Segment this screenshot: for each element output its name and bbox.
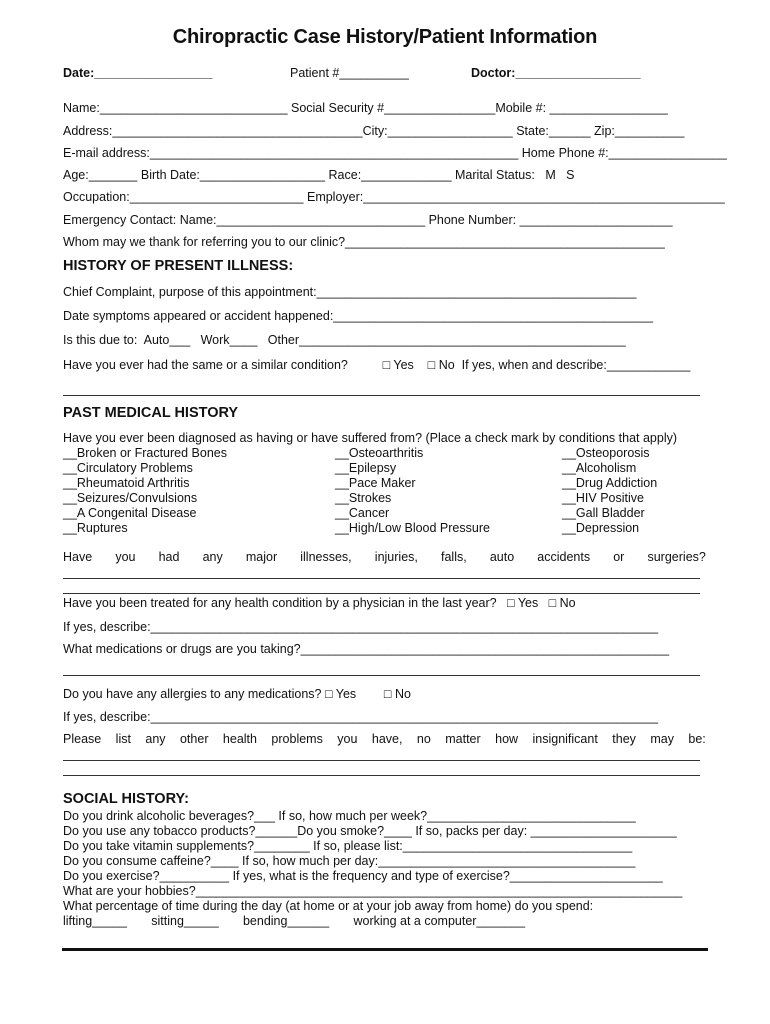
question-word: they — [612, 732, 636, 746]
other-problems-question — [63, 732, 706, 747]
cause-row[interactable]: Is this due to: Auto___ Work____ Other_______________________________________________ — [63, 333, 626, 347]
chief-complaint-row[interactable]: Chief Complaint, purpose of this appointment:______________________________________________ — [63, 285, 637, 299]
hobbies-row[interactable]: What are your hobbies?______________________________________________________________________ — [63, 884, 683, 898]
condition-item[interactable]: __HIV Positive — [562, 491, 644, 505]
time-percentage-question: What percentage of time during the day (at home or at your job away from home) do you spend: — [63, 899, 594, 913]
condition-item[interactable]: __Alcoholism — [562, 461, 637, 475]
age-birth-race-row[interactable]: Age:_______ Birth Date:__________________ Race:_____________ Marital Status: M S — [63, 168, 575, 182]
question-word: you — [115, 550, 136, 564]
question-word: any — [202, 550, 223, 564]
occupation-employer-row[interactable]: Occupation:_________________________ Employer:____________________________________________________ — [63, 190, 725, 204]
question-word: illnesses, — [300, 550, 352, 564]
condition-item[interactable]: __Ruptures — [63, 521, 128, 535]
social-history-heading: SOCIAL HISTORY: — [63, 791, 189, 807]
condition-item[interactable]: __Strokes — [335, 491, 392, 505]
condition-item[interactable]: __Broken or Fractured Bones — [63, 446, 227, 460]
question-word: matter — [445, 732, 481, 746]
activity-percentages-row[interactable]: lifting_____ sitting_____ bending______ working at a computer_______ — [63, 914, 526, 928]
question-word: or — [613, 550, 625, 564]
condition-item[interactable]: __A Congenital Disease — [63, 506, 197, 520]
question-word: be: — [688, 732, 706, 746]
condition-item[interactable]: __Osteoporosis — [562, 446, 650, 460]
answer-line[interactable] — [63, 760, 700, 761]
caffeine-row[interactable]: Do you consume caffeine?____ If so, how much per day:_____________________________________ — [63, 854, 636, 868]
answer-line[interactable] — [63, 593, 700, 594]
name-ssn-mobile-row[interactable]: Name:___________________________ Social Security #________________Mobile #: _________________ — [63, 101, 668, 115]
allergy-describe-row[interactable]: If yes, describe:_________________________________________________________________________ — [63, 710, 659, 724]
tobacco-row[interactable]: Do you use any tobacco products?______Do you smoke?____ If so, packs per day: _____________________ — [63, 824, 677, 838]
past-medical-heading: PAST MEDICAL HISTORY — [63, 405, 239, 421]
condition-item[interactable]: __Depression — [562, 521, 640, 535]
vitamin-row[interactable]: Do you take vitamin supplements?________ If so, please list:_________________________________ — [63, 839, 633, 853]
condition-item[interactable]: __Cancer — [335, 506, 390, 520]
answer-line[interactable] — [63, 675, 700, 676]
describe-line[interactable] — [63, 395, 700, 396]
address-row[interactable]: Address:____________________________________City:__________________ State:______ Zip:__________ — [63, 124, 685, 138]
question-word: have, — [371, 732, 403, 746]
question-word: accidents — [537, 550, 591, 564]
condition-item[interactable]: __Rheumatoid Arthritis — [63, 476, 190, 490]
question-word: major — [245, 550, 278, 564]
question-word: surgeries? — [647, 550, 706, 564]
medications-row[interactable]: What medications or drugs are you taking?_____________________________________________________ — [63, 642, 670, 656]
condition-item[interactable]: __Circulatory Problems — [63, 461, 193, 475]
question-word: health — [222, 732, 257, 746]
answer-line[interactable] — [63, 578, 700, 579]
condition-item[interactable]: __Epilepsy — [335, 461, 397, 475]
date-field[interactable]: Date:_________________ — [63, 66, 213, 80]
question-word: Have — [63, 550, 93, 564]
major-illnesses-question — [63, 550, 706, 565]
present-illness-heading: HISTORY OF PRESENT ILLNESS: — [63, 258, 294, 274]
answer-line[interactable] — [63, 775, 700, 776]
question-word: no — [416, 732, 431, 746]
bottom-rule — [62, 948, 708, 951]
similar-condition-row[interactable]: Have you ever had the same or a similar condition? □ Yes □ No If yes, when and describe:____________ — [63, 358, 691, 372]
question-word: problems — [271, 732, 323, 746]
question-word: other — [179, 732, 209, 746]
condition-item[interactable]: __Gall Bladder — [562, 506, 645, 520]
question-word: how — [495, 732, 519, 746]
alcohol-row[interactable]: Do you drink alcoholic beverages?___ If so, how much per week?______________________________ — [63, 809, 636, 823]
question-word: auto — [489, 550, 515, 564]
treated-question-row[interactable]: Have you been treated for any health condition by a physician in the last year? □ Yes □ No — [63, 596, 576, 610]
question-word: may — [650, 732, 674, 746]
question-word: Please — [63, 732, 102, 746]
question-word: any — [145, 732, 166, 746]
diagnosis-intro: Have you ever been diagnosed as having or have suffered from? (Place a check mark by conditions that apply) — [63, 431, 678, 445]
condition-item[interactable]: __Osteoarthritis — [335, 446, 424, 460]
doctor-field[interactable]: Doctor:__________________ — [471, 66, 641, 80]
question-word: had — [158, 550, 180, 564]
allergy-question-row[interactable]: Do you have any allergies to any medications? □ Yes □ No — [63, 687, 411, 701]
email-phone-row[interactable]: E-mail address:_____________________________________________________ Home Phone #:_________________ — [63, 146, 727, 160]
referral-row[interactable]: Whom may we thank for referring you to our clinic?______________________________________________ — [63, 235, 665, 249]
condition-item[interactable]: __High/Low Blood Pressure — [335, 521, 490, 535]
emergency-contact-row[interactable]: Emergency Contact: Name:______________________________ Phone Number: ______________________ — [63, 213, 673, 227]
question-word: insignificant — [532, 732, 598, 746]
condition-item[interactable]: __Drug Addiction — [562, 476, 658, 490]
treated-describe-row[interactable]: If yes, describe:_________________________________________________________________________ — [63, 620, 659, 634]
form-title: Chiropractic Case History/Patient Information — [172, 26, 598, 48]
patient-number-field[interactable]: Patient #__________ — [290, 66, 409, 80]
condition-item[interactable]: __Pace Maker — [335, 476, 416, 490]
question-word: falls, — [441, 550, 467, 564]
exercise-row[interactable]: Do you exercise?__________ If yes, what is the frequency and type of exercise?______________________ — [63, 869, 663, 883]
question-word: injuries, — [374, 550, 418, 564]
question-word: you — [337, 732, 358, 746]
date-symptoms-row[interactable]: Date symptoms appeared or accident happened:______________________________________________ — [63, 309, 654, 323]
condition-item[interactable]: __Seizures/Convulsions — [63, 491, 198, 505]
question-word: list — [115, 732, 131, 746]
